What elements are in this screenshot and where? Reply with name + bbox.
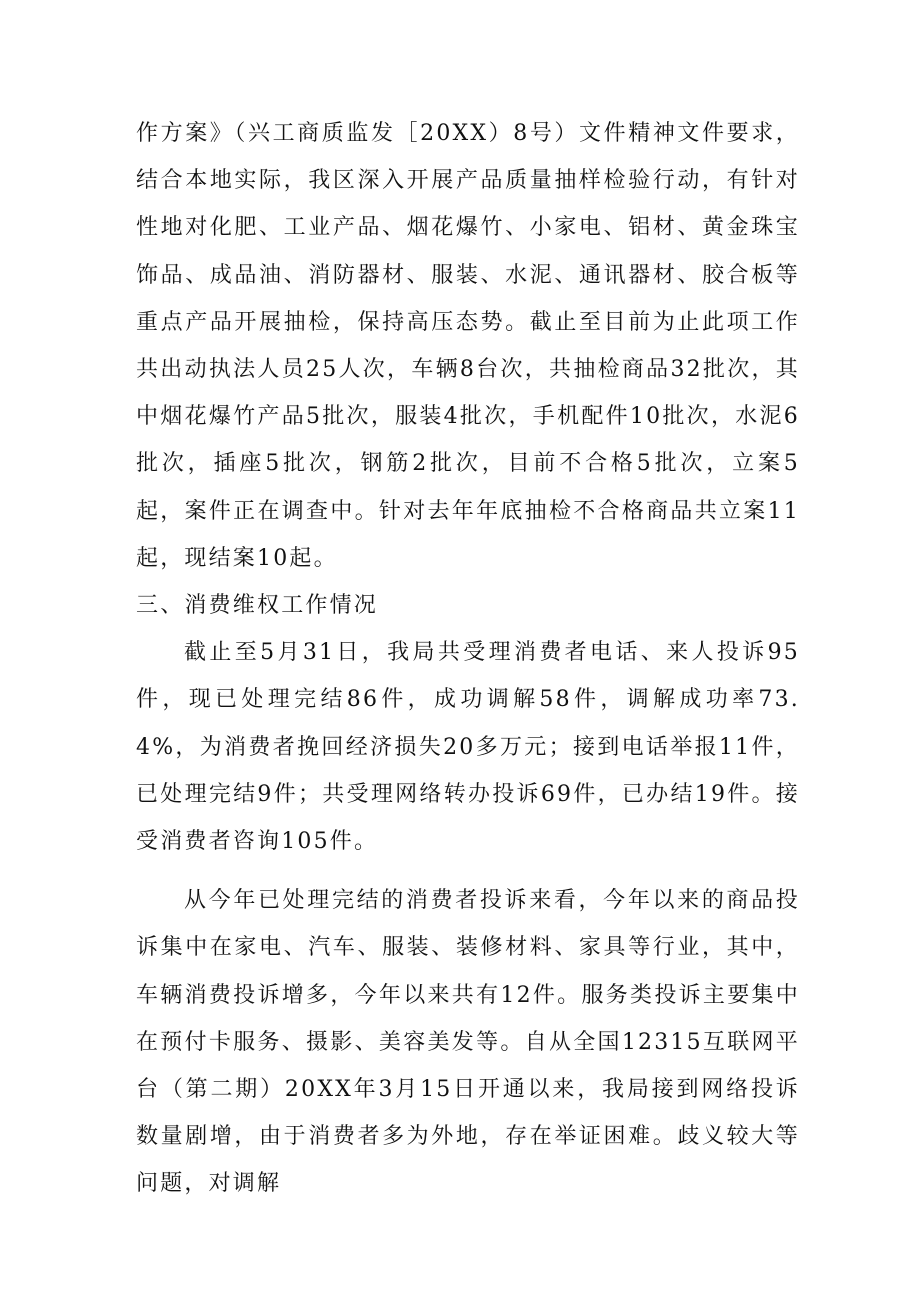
paragraph-complaint-statistics: 截止至5月31日，我局共受理消费者电话、来人投诉95件，现已处理完结86件，成功调解58件，调解成功率73.4%，为消费者挽回经济损失20多万元；接到电话举报11件，已处理完结9件；共受理网络转办投诉69件，已办结19件。接受消费者咨询105件。	[136, 640, 800, 855]
document-body	[136, 110, 800, 1208]
paragraph-complaint-analysis: 从今年已处理完结的消费者投诉来看，今年以来的商品投诉集中在家电、汽车、服装、装修材料、家具等行业，其中，车辆消费投诉增多，今年以来共有12件。服务类投诉主要集中在预付卡服务、摄影、美容美发等。自从全国12315互联网平台（第二期）20XX年3月15日开通以来，我局接到网络投诉数量剧增，由于消费者多为外地，存在举证困难。歧义较大等问题，对调解	[136, 888, 800, 1197]
section-heading-consumer-rights: 三、消费维权工作情况	[136, 593, 379, 619]
paragraph-quality-inspection: 作方案》（兴工商质监发［20XX）8号）文件精神文件要求，结合本地实际，我区深入开展产品质量抽样检验行动，有针对性地对化肥、工业产品、烟花爆竹、小家电、铝材、黄金珠宝饰品、成品油、消防器材、服装、水泥、通讯器材、胶合板等重点产品开展抽检，保持高压态势。截止至目前为止此项工作共出动执法人员25人次，车辆8台次，共抽检商品32批次，其中烟花爆竹产品5批次，服装4批次，手机配件10批次，水泥6批次，插座5批次，钢筋2批次，目前不合格5批次，立案5起，案件正在调查中。针对去年年底抽检不合格商品共立案11起，现结案10起。	[136, 121, 800, 571]
